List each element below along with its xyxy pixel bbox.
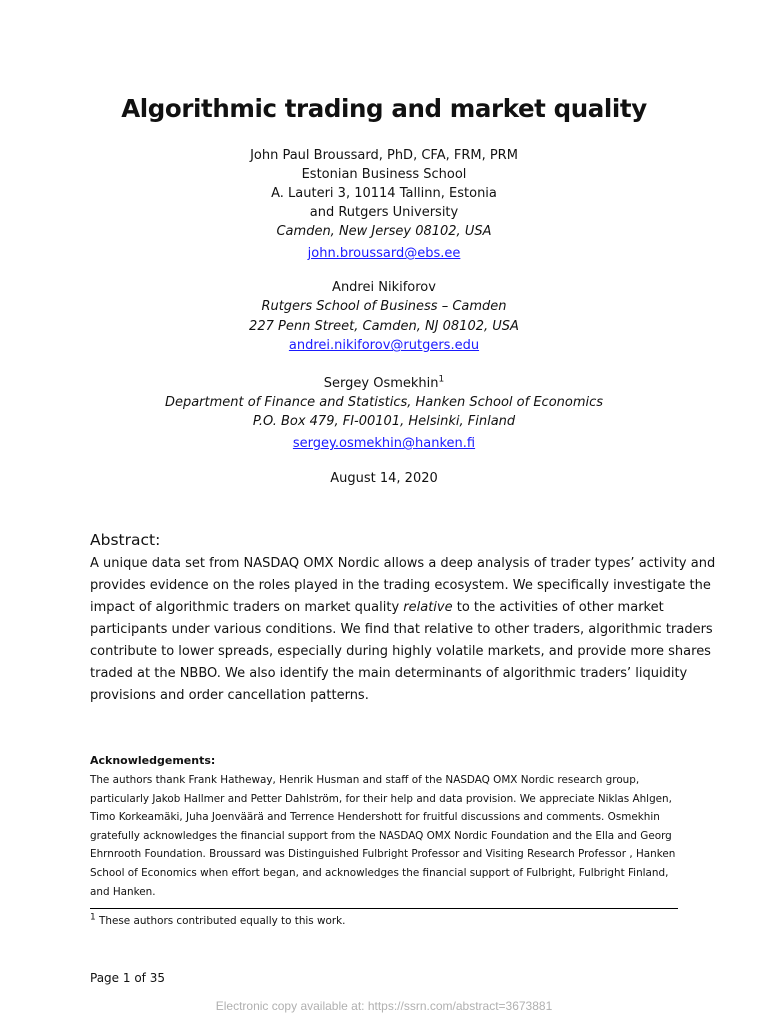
- acknowledgements-heading: Acknowledgements:: [90, 754, 216, 767]
- abstract-text: to the activities of other market: [452, 600, 664, 615]
- abstract-line: provides evidence on the roles played in the trading ecosystem. We specifically investigate the: [90, 578, 711, 593]
- acknowledgements-line: Ehrnrooth Foundation. Broussard was Distinguished Fulbright Professor and Visiting Research Professor , Hanken: [90, 848, 676, 861]
- acknowledgements-line: The authors thank Frank Hatheway, Henrik Husman and staff of the NASDAQ OMX Nordic research group,: [90, 774, 640, 786]
- abstract-line: provisions and order cancellation patterns.: [90, 688, 369, 703]
- author3-name: Sergey Osmekhin: [323, 376, 439, 391]
- acknowledgements-body: [90, 771, 690, 901]
- acknowledgements-line: and Hanken.: [90, 885, 156, 898]
- abstract-line: A unique data set from NASDAQ OMX Nordic allows a deep analysis of trader types’ activity and: [90, 556, 716, 571]
- abstract-body: [90, 553, 716, 707]
- paper-date: August 14, 2020: [330, 471, 438, 486]
- acknowledgements-line: School of Economics when effort began, and acknowledges the financial support of Fulbright, Fulbright Finland,: [90, 866, 669, 879]
- author1-email-link[interactable]: john.broussard@ebs.ee: [307, 246, 461, 261]
- author3-department: Department of Finance and Statistics, Hanken School of Economics: [164, 395, 604, 410]
- abstract-heading: Abstract:: [90, 531, 161, 549]
- abstract-emphasis: relative: [403, 600, 453, 615]
- author3-email-link[interactable]: sergey.osmekhin@hanken.fi: [292, 436, 476, 451]
- abstract-line: participants under various conditions. We find that relative to other traders, algorithmic traders: [90, 622, 713, 637]
- paper-title: Algorithmic trading and market quality: [121, 94, 647, 123]
- author1-address: A. Lauteri 3, 10114 Tallinn, Estonia: [271, 186, 497, 201]
- abstract-line: [90, 597, 690, 619]
- author1-city: Camden, New Jersey 08102, USA: [276, 224, 492, 239]
- abstract-line: contribute to lower spreads, especially during highly volatile markets, and provide more shares: [90, 644, 711, 659]
- author1-email-row: [0, 245, 768, 263]
- abstract-line: traded at the NBBO. We also identify the main determinants of algorithmic traders’ liquidity: [90, 666, 688, 681]
- author2-email-row: [0, 337, 768, 355]
- author2-school: Rutgers School of Business – Camden: [261, 299, 507, 314]
- author3-footnote-mark[interactable]: 1: [438, 374, 445, 385]
- footnote-divider: [90, 908, 678, 909]
- author1-name: John Paul Broussard, PhD, CFA, FRM, PRM: [250, 148, 518, 163]
- footnote: [90, 912, 346, 927]
- author3-name-row: [0, 375, 768, 393]
- author2-name: Andrei Nikiforov: [332, 280, 436, 295]
- page-number: Page 1 of 35: [90, 971, 165, 985]
- ssrn-notice: Electronic copy available at: https://ssrn.com/abstract=3673881: [215, 999, 553, 1013]
- footnote-text: These authors contributed equally to this work.: [95, 915, 346, 927]
- author3-email-row: [0, 435, 768, 453]
- author2-address: 227 Penn Street, Camden, NJ 08102, USA: [249, 319, 519, 334]
- author1-second-affiliation: and Rutgers University: [309, 205, 459, 220]
- footnote-mark: 1: [90, 912, 96, 923]
- abstract-text: impact of algorithmic traders on market quality: [90, 600, 404, 615]
- author1-school: Estonian Business School: [301, 167, 467, 182]
- author3-address: P.O. Box 479, FI-00101, Helsinki, Finland: [252, 414, 516, 429]
- author2-email-link[interactable]: andrei.nikiforov@rutgers.edu: [288, 338, 480, 353]
- acknowledgements-line: gratefully acknowledges the financial support from the NASDAQ OMX Nordic Foundation and the Ella and Georg: [90, 829, 672, 842]
- acknowledgements-line: Timo Korkeamäki, Juha Joenväärä and Terrence Hendershott for fruitful discussions and comments. Osmekhin: [90, 811, 660, 824]
- acknowledgements-line: particularly Jakob Hallmer and Petter Dahlström, for their help and data provision. We appreciate Niklas Ahlgen,: [90, 792, 672, 805]
